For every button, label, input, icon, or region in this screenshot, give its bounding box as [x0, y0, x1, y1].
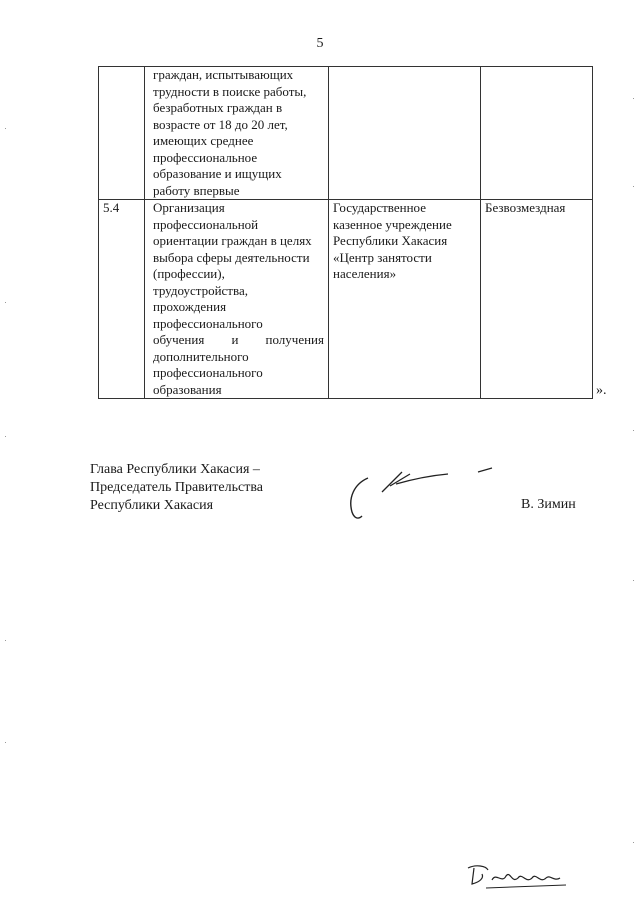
row-number-cell [99, 67, 145, 200]
text-line: граждан, испытывающих [153, 67, 294, 82]
table-row [99, 67, 593, 200]
text-line: безработных граждан в [153, 100, 283, 115]
closing-quote: ». [596, 383, 607, 398]
text-word: получения [265, 332, 324, 347]
text-line: имеющих среднее [153, 133, 254, 148]
organization-cell [329, 200, 481, 399]
page-number: 5 [316, 36, 324, 51]
text-line: профессиональной [153, 216, 259, 232]
text-line: возрасте от 18 до 20 лет, [153, 116, 288, 132]
title-line: Глава Республики Хакасия – [90, 462, 260, 477]
text-line: профессионального [153, 315, 263, 331]
justified-line [153, 332, 324, 349]
text-line: образование и ищущих [153, 166, 282, 181]
row-number-cell: 5.4 [99, 200, 145, 399]
text-line: профессиональное [153, 149, 258, 165]
text-line: трудоустройства, [153, 282, 248, 298]
text-line: трудности в поиске работы, [153, 83, 307, 99]
text-line: Государственное [333, 200, 426, 215]
right-margin-marks [632, 0, 636, 905]
text-line: дополнительного [153, 348, 249, 364]
handwritten-initials [462, 858, 582, 894]
organization-cell [329, 67, 481, 200]
text-word: обучения [153, 332, 205, 347]
signatory-name: В. Зимин [521, 497, 576, 512]
text-line: населения» [333, 266, 397, 281]
service-name-cell [145, 67, 329, 200]
text-line: профессионального [153, 365, 263, 380]
text-line: ориентации граждан в целях [153, 233, 312, 248]
text-line: «Центр занятости [333, 249, 432, 265]
text-word: и [231, 332, 239, 347]
left-margin-marks [4, 0, 8, 905]
text-line: Организация [153, 200, 225, 215]
service-name-cell [145, 200, 329, 399]
text-line: (профессии), [153, 266, 225, 281]
text-line: работу впервые [153, 182, 240, 198]
text-line: выбора сферы деятельности [153, 249, 310, 265]
title-line: Председатель Правительства [90, 480, 263, 495]
signatory-title [90, 461, 263, 515]
text-line: прохождения [153, 299, 227, 314]
title-line: Республики Хакасия [90, 498, 214, 513]
text-line: образования [153, 381, 222, 397]
table-row [99, 200, 593, 399]
text-line: казенное учреждение [333, 216, 452, 232]
payment-cell [481, 67, 593, 200]
services-table [98, 66, 593, 399]
handwritten-signature [340, 458, 500, 528]
text-line: Республики Хакасия [333, 233, 448, 248]
payment-cell: Безвозмездная [481, 200, 593, 399]
